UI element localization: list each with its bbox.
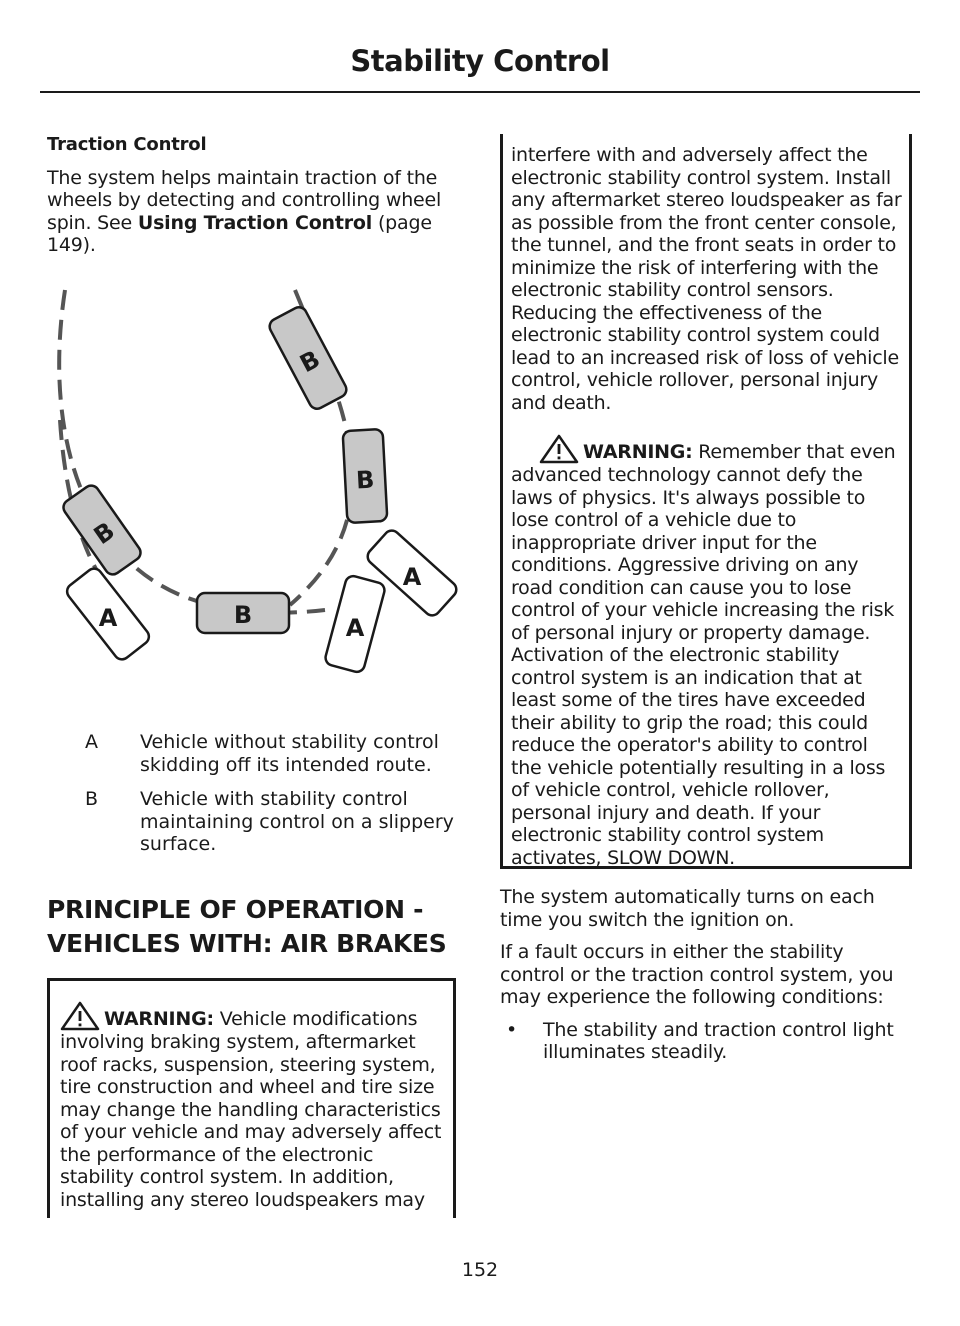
traction-body-before: The system helps maintain traction of the wheels by detecting and controlling wheel spin. See: [47, 166, 442, 234]
traction-body-after: (page 149).: [47, 211, 432, 256]
vehicle-label: A: [402, 563, 422, 591]
warning-label: WARNING:: [583, 441, 693, 463]
vehicle-b-left: [60, 482, 143, 577]
traction-control-section: [47, 134, 462, 267]
vehicle-b-top: [267, 304, 349, 411]
legend-description: Vehicle with stability control maintaining control on a slippery surface.: [140, 788, 454, 855]
principle-of-operation-heading: [47, 893, 467, 961]
page-number: 152: [461, 1259, 499, 1281]
vehicle-a-left: [64, 565, 152, 662]
traction-control-heading: Traction Control: [47, 134, 207, 155]
legend-row-b: [85, 788, 465, 856]
legend-description: Vehicle without stability control skidding off its intended route.: [140, 731, 439, 776]
stability-control-diagram: [40, 280, 470, 690]
bullet-mark: •: [506, 1018, 518, 1041]
vehicle-b-right: [343, 429, 388, 523]
vehicle-label: B: [88, 516, 120, 550]
vehicle-label: B: [295, 344, 325, 379]
fault-paragraph: If a fault occurs in either the stability control or the traction control system, you may experience the following conditions:: [500, 941, 894, 1008]
warning-text: Vehicle modifications involving braking system, aftermarket roof racks, suspension, steering system, tire construction and wheel and tire size may change the handling characteristics of your vehicle and may adversely affect the performance of the electronic stability control system. In addition, installing any stereo loudspeakers may: [60, 1008, 442, 1211]
warning-triangle-icon: [60, 1001, 100, 1031]
using-traction-control-link[interactable]: Using Traction Control: [137, 211, 373, 234]
legend-key: B: [85, 788, 99, 810]
auto-on-paragraph: The system automatically turns on each time you switch the ignition on.: [500, 886, 875, 931]
bullet-text: The stability and traction control light illuminates steadily.: [543, 1018, 894, 1063]
vehicle-label: B: [355, 465, 376, 495]
title-divider: [40, 91, 920, 93]
warning-continuation-text: interfere with and adversely affect the electronic stability control system. Install any aftermarket stereo loudspeaker as far as possible from the front center console, the tunnel, and the front seats in order to minimize the risk of interfering with the electronic stability control sensors. Reducing the effectiveness of the electronic stability control system could lead to an increased risk of loss of vehicle control, vehicle rollover, personal injury and death.: [511, 144, 902, 414]
warning-physics: [511, 434, 903, 869]
vehicle-b-bottom: [197, 593, 289, 633]
figure-legend: [85, 731, 465, 868]
heading-line-2: VEHICLES WITH: AIR BRAKES: [47, 929, 447, 958]
warning-box-modifications: [47, 978, 456, 1218]
warning-box-continuation: [500, 134, 912, 869]
vehicle-label: A: [345, 614, 365, 642]
warning-triangle-icon: [539, 434, 579, 464]
warning-label: WARNING:: [104, 1008, 214, 1030]
operation-details: [500, 886, 912, 1064]
legend-key: A: [85, 731, 98, 753]
heading-line-1: PRINCIPLE OF OPERATION -: [47, 895, 424, 924]
vehicle-label: A: [98, 604, 118, 632]
legend-row-a: [85, 731, 465, 776]
traction-control-paragraph: [47, 167, 462, 257]
vehicle-label: B: [233, 601, 253, 629]
page-title: Stability Control: [350, 44, 610, 78]
vehicle-a-bottom: [324, 574, 386, 673]
warning-text: Remember that even advanced technology cannot defy the laws of physics. It's always possible to lose control of a vehicle due to inappropriate driver input for the conditions. Aggressive driving on any road condition can cause you to lose control of your vehicle increasing the risk of personal injury or property damage. Activation of the electronic stability control system is an indication that at least some of the tires have exceeded their ability to grip the road; this could reduce the operator's ability to control the vehicle potentially resulting in a loss of vehicle control, vehicle rollover, personal injury and death. If your electronic stability control system activates, SLOW DOWN.: [511, 441, 896, 869]
list-item: [500, 1019, 912, 1064]
